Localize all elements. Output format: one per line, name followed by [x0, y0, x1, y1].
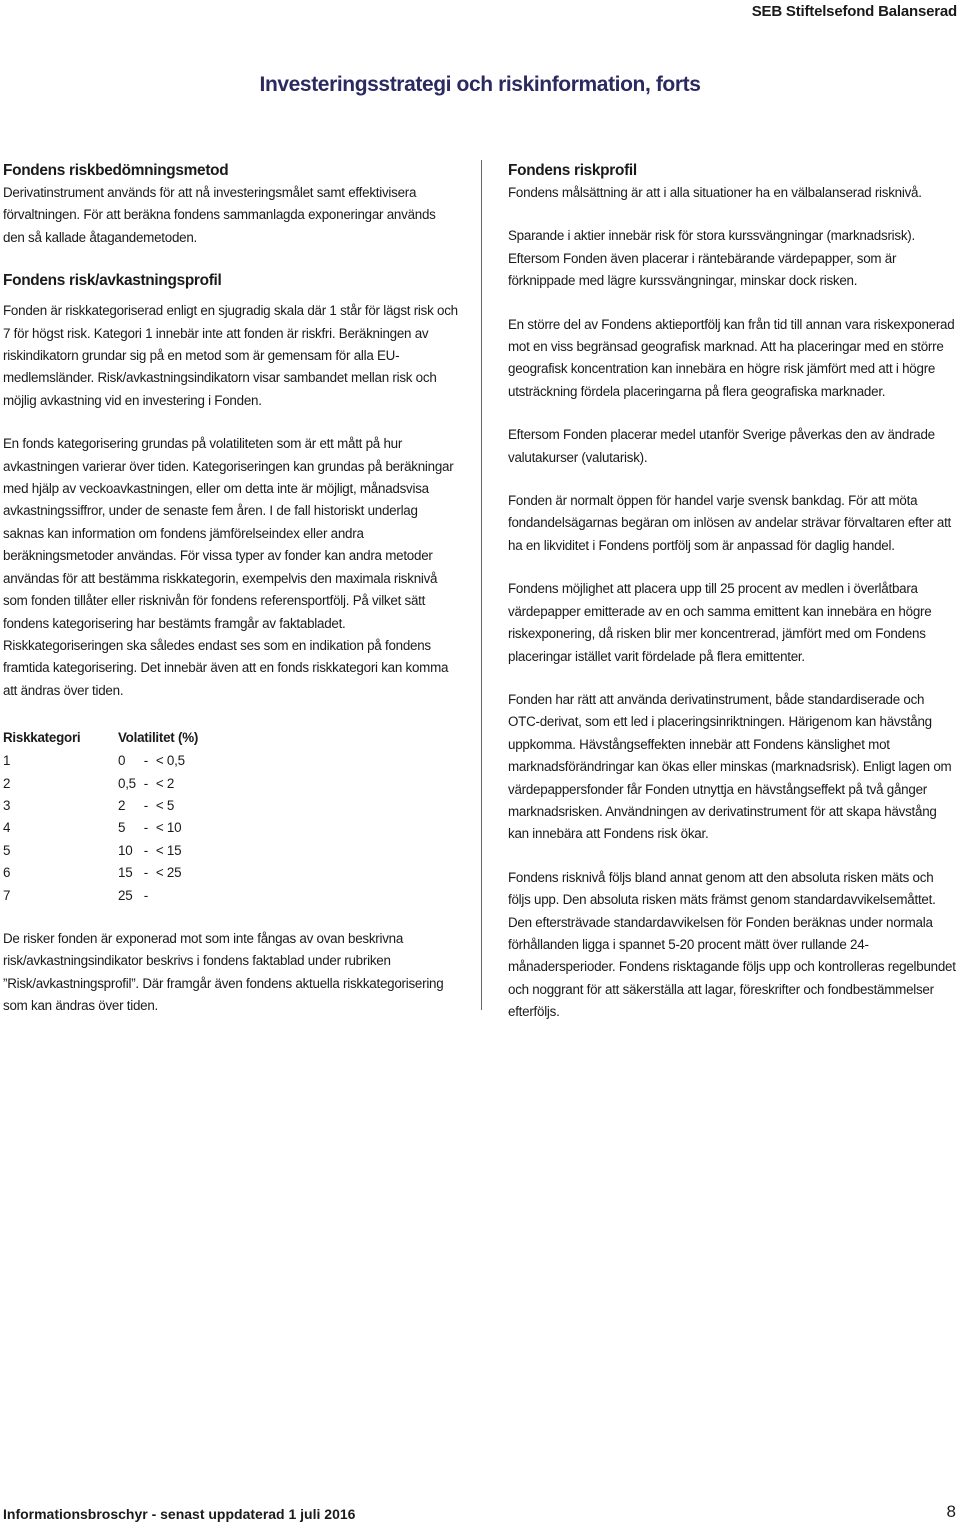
right-column [508, 160, 958, 1024]
table-header-volatilitet: Volatilitet (%) [118, 729, 199, 745]
column-divider [481, 160, 482, 1010]
paragraph: Fondens möjlighet att placera upp till 25 procent av medlen i överlåtbara värdepapper emitterade av en och samma emittent kan innebära en högre riskexponering, då risken blir mer koncentrerad, jämfört med om Fondens placeringar istället varit fördelade på flera emittenter. [508, 581, 932, 664]
table-row [3, 840, 198, 862]
range-dash-cell: - [143, 820, 148, 836]
volatility-low-cell: 5 [118, 820, 126, 836]
risk-category-cell: 2 [3, 775, 11, 791]
volatility-high-cell: < 10 [155, 820, 182, 836]
paragraph: Derivatinstrument används för att nå investeringsmålet samt effektivisera förvaltningen. För att beräkna fondens sammanlagda exponeringar används den så kallade åtagandemetoden. [3, 185, 436, 245]
header-brand: SEB Stiftelsefond Balanserad [751, 3, 957, 20]
risk-category-cell: 4 [3, 820, 11, 836]
volatility-high-cell [156, 885, 198, 907]
section-heading-riskprofil: Fondens riskprofil [508, 162, 637, 179]
volatility-high-cell: < 0,5 [155, 753, 185, 769]
paragraph: En större del av Fondens aktieportfölj kan från tid till annan vara riskexponerad mot en viss begränsad geografisk marknad. Att ha placeringar med en större geografisk koncentration kan innebära en högre risk jämfört med att i högre utsträckning fördela placeringarna på flera geografiska marknader. [508, 316, 955, 399]
range-dash-cell: - [143, 887, 148, 903]
paragraph: En fonds kategorisering grundas på volatiliteten som är ett mått på hur avkastningen varierar över tiden. Kategoriseringen kan grundas på beräkningar med hjälp av veckoavkastningen, eller om detta inte är möjligt, månadsvisa avkastningssiffror, under de senaste fem åren. I de fall historiskt underlag saknas kan information om fondens jämförelseindex eller andra beräkningsmetoder användas. För vissa typer av fonder kan andra metoder användas för att bestämma riskkategorin, exempelvis den maximala risknivå som fonden tillåter eller risknivån för fondens referensportfölj. På vilket sätt fondens kategorisering har bestämts framgår av faktabladet. Riskkategoriseringen ska således endast ses som en indikation på fondens framtida kategorisering. Det innebär även att en fonds riskkategori kan komma att ändras över tiden. [3, 436, 454, 698]
paragraph: Fonden har rätt att använda derivatinstrument, både standardiserade och OTC-derivat, som ett led i placeringsinriktningen. Härigenom kan hävstång uppkomma. Hävstångseffekten innebär att Fondens känslighet mot marknadsförändringar kan ökas eller minskas (marknadsrisk). Enligt lagen om värdepappersfonder får Fonden utnyttja en hävstångseffekt på två gånger marknadsrisken. Användningen av derivatinstrument för att skapa hävstång kan innebära att Fondens risk ökar. [508, 691, 952, 842]
table-header-riskkategori: Riskkategori [3, 729, 81, 745]
paragraph: Fonden är normalt öppen för handel varje svensk bankdag. För att möta fondandelsägarnas begäran om inlösen av andelar strävar förvaltaren efter att ha en likviditet i Fondens portfölj som är anpassad för daglig handel. [508, 493, 952, 553]
volatility-low-cell: 10 [118, 842, 133, 858]
section-heading-riskbedomning: Fondens riskbedömningsmetod [3, 162, 229, 179]
range-dash-cell: - [143, 842, 148, 858]
table-row [3, 862, 198, 884]
range-dash-cell: - [143, 753, 148, 769]
footer-info: Informationsbroschyr - senast uppdaterad 1 juli 2016 [3, 1506, 356, 1522]
table-row [3, 795, 198, 817]
risk-category-cell: 7 [3, 887, 11, 903]
range-dash-cell: - [143, 865, 148, 881]
table-row [3, 885, 198, 907]
volatility-high-cell: < 5 [155, 797, 175, 813]
risk-category-cell: 1 [3, 753, 11, 769]
table-header-row [3, 726, 198, 750]
left-column [3, 160, 458, 1018]
volatility-high-cell: < 2 [155, 775, 175, 791]
paragraph: Fondens risknivå följs bland annat genom att den absoluta risken mäts och följs upp. Den absoluta risken mäts främst genom standardavvikelsemåttet. Den eftersträvade standardavvikelsen för Fonden beräknas under normala förhållanden ligga i spannet 5-20 procent mätt över rullande 24-månadersperioder. Fondens risktagande följs upp och kontrolleras regelbundet och noggrant för att säkerställa att lagar, föreskrifter och fondbestämmelser efterföljs. [508, 869, 956, 1020]
volatility-low-cell: 25 [118, 887, 133, 903]
paragraph: Sparande i aktier innebär risk för stora kurssvängningar (marknadsrisk). Eftersom Fonden även placerar i räntebärande värdepapper, som är förknippade med lägre kurssvängningar, minskar dock risken. [508, 228, 915, 289]
volatility-high-cell: < 15 [155, 842, 182, 858]
range-dash-cell: - [143, 797, 148, 813]
section-heading-risk-avkastning: Fondens risk/avkastningsprofil [3, 272, 222, 290]
risk-category-cell: 6 [3, 865, 11, 881]
volatility-high-cell: < 25 [155, 865, 182, 881]
page-title: Investeringsstrategi och riskinformation, forts [259, 73, 701, 96]
paragraph: Fondens målsättning är att i alla situationer ha en välbalanserad risknivå. [508, 185, 922, 200]
risk-category-cell: 3 [3, 797, 11, 813]
volatility-low-cell: 0 [118, 753, 126, 769]
table-row [3, 773, 198, 795]
paragraph: Fonden är riskkategoriserad enligt en sjugradig skala där 1 står för lägst risk och 7 för högst risk. Kategori 1 innebär inte att fonden är riskfri. Beräkningen av riskindikatorn grundar sig på en metod som är gemensam för alla EU-medlemsländer. Risk/avkastningsindikatorn visar sambandet mellan risk och möjlig avkastning vid en investering i Fonden. [3, 303, 458, 408]
volatility-low-cell: 0,5 [118, 775, 136, 791]
range-dash-cell: - [143, 775, 148, 791]
volatility-low-cell: 15 [118, 865, 133, 881]
paragraph: Eftersom Fonden placerar medel utanför Sverige påverkas den av ändrade valutakurser (valutarisk). [508, 427, 935, 465]
risk-category-cell: 5 [3, 842, 11, 858]
paragraph: De risker fonden är exponerad mot som inte fångas av ovan beskrivna risk/avkastningsindikator beskrivs i fondens faktablad under rubriken ”Risk/avkastningsprofil”. Där framgår även fondens aktuella riskkategorisering som kan ändras över tiden. [3, 930, 444, 1014]
risk-category-table [3, 726, 198, 907]
table-row [3, 750, 198, 772]
volatility-low-cell: 2 [118, 797, 126, 813]
page-number: 8 [946, 1502, 956, 1521]
table-row [3, 817, 198, 839]
